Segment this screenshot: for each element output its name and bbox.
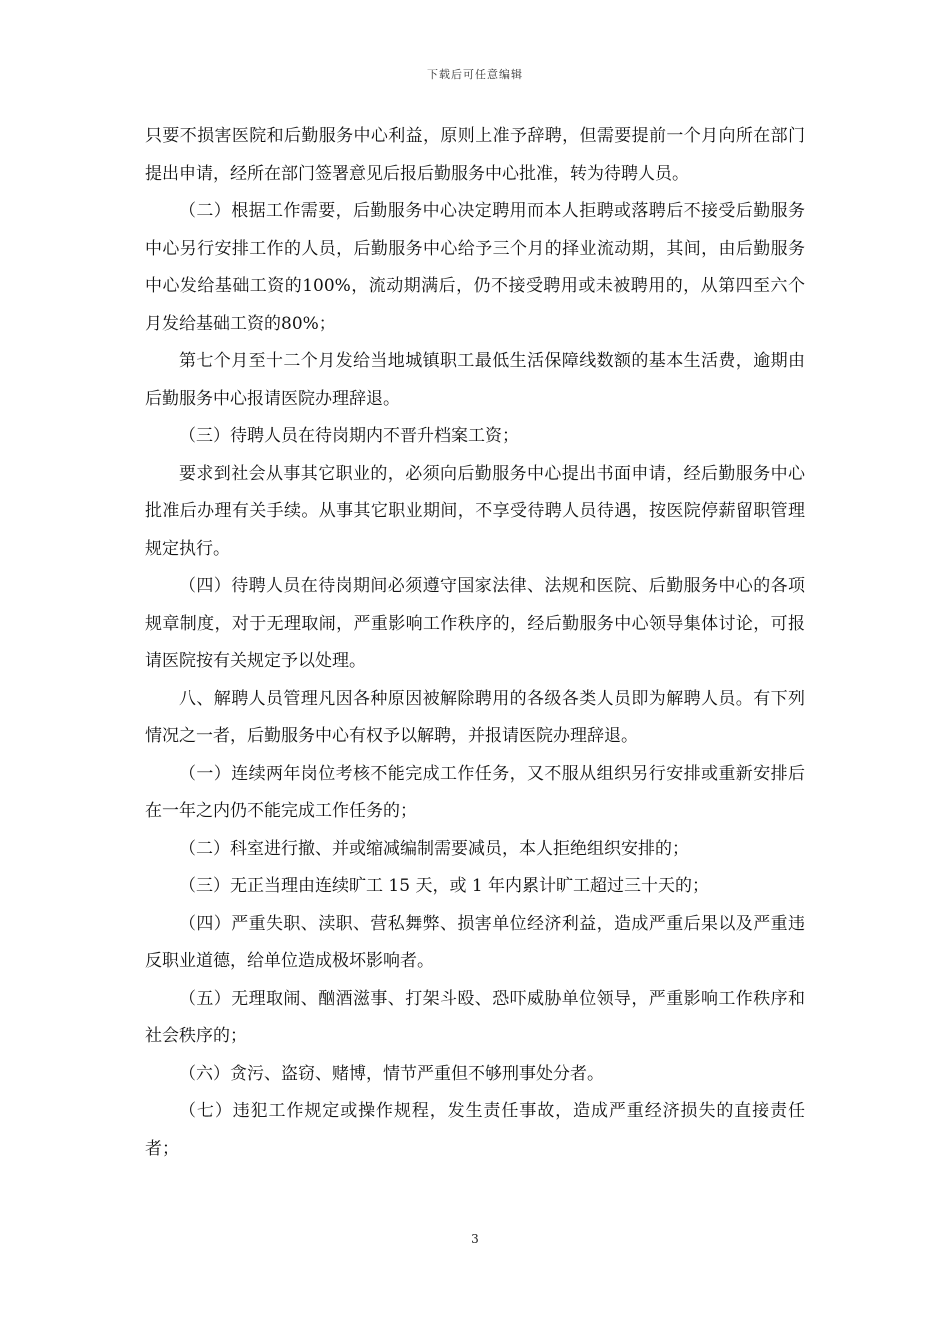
paragraph-7: 八、解聘人员管理凡因各种原因被解除聘用的各级各类人员即为解聘人员。有下列情况之一者，后勤服务中心有权予以解聘，并报请医院办理辞退。 — [145, 688, 805, 746]
paragraph-6: （四）待聘人员在待岗期间必须遵守国家法律、法规和医院、后勤服务中心的各项规章制度，对于无理取闹，严重影响工作秩序的，经后勤服务中心领导集体讨论，可报请医院按有关规定予以处理。 — [145, 576, 805, 671]
paragraph-11: （四）严重失职、渎职、营私舞弊、损害单位经济利益，造成严重后果以及严重违反职业道德，给单位造成极坏影响者。 — [145, 913, 805, 971]
paragraph-9: （二）科室进行撤、并或缩减编制需要减员，本人拒绝组织安排的； — [179, 838, 689, 859]
paragraph-2: （二）根据工作需要，后勤服务中心决定聘用而本人拒聘或落聘后不接受后勤服务中心另行安排工作的人员，后勤服务中心给予三个月的择业流动期，其间，由后勤服务中心发给基础工资的100%，流动期满后，仍不接受聘用或未被聘用的，从第四至六个月发给基础工资的80%； — [145, 201, 805, 334]
paragraph-4: （三）待聘人员在待岗期内不晋升档案工资； — [179, 426, 519, 446]
document-body — [145, 118, 805, 1168]
paragraph-14: （七）违犯工作规定或操作规程，发生责任事故，造成严重经济损失的直接责任者； — [145, 1101, 805, 1159]
page-number: 3 — [471, 1232, 479, 1246]
paragraph-10: （三）无正当理由连续旷工 15 天，或 1 年内累计旷工超过三十天的； — [179, 876, 710, 896]
paragraph-5: 要求到社会从事其它职业的，必须向后勤服务中心提出书面申请，经后勤服务中心批准后办理有关手续。从事其它职业期间，不享受待聘人员待遇，按医院停薪留职管理规定执行。 — [145, 463, 805, 559]
paragraph-13: （六）贪污、盗窃、赌博，情节严重但不够刑事处分者。 — [179, 1063, 604, 1084]
paragraph-3: 第七个月至十二个月发给当地城镇职工最低生活保障线数额的基本生活费，逾期由后勤服务中心报请医院办理辞退。 — [145, 351, 805, 409]
paragraph-12: （五）无理取闹、酗酒滋事、打架斗殴、恐吓威胁单位领导，严重影响工作秩序和社会秩序的； — [145, 988, 805, 1046]
page-header: 下载后可任意编辑 — [427, 68, 523, 81]
paragraph-1: 只要不损害医院和后勤服务中心利益，原则上准予辞聘，但需要提前一个月向所在部门提出申请，经所在部门签署意见后报后勤服务中心批准，转为待聘人员。 — [145, 126, 805, 184]
paragraph-8: （一）连续两年岗位考核不能完成工作任务，又不服从组织另行安排或重新安排后在一年之内仍不能完成工作任务的； — [145, 763, 805, 821]
